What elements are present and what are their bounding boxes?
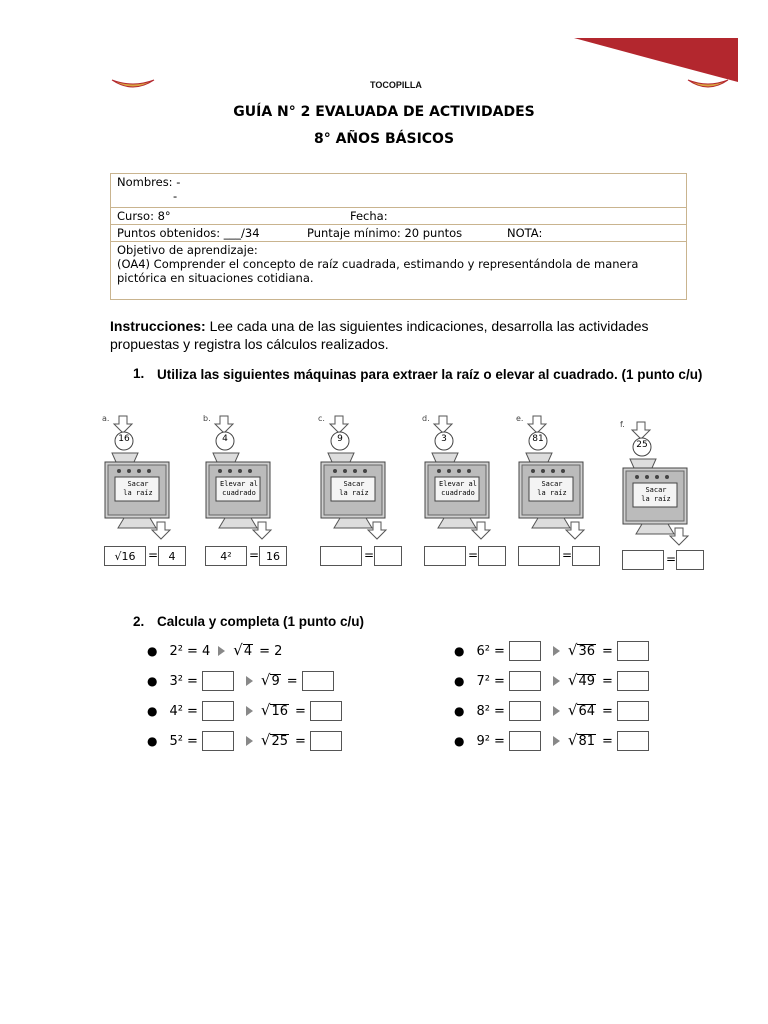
answer-left-box[interactable] [622,550,664,570]
equals-sign: = [601,703,613,719]
power-answer-box[interactable] [202,701,234,721]
grade-label: NOTA: [507,226,543,240]
power-expr: 5² [169,733,183,749]
equals-sign: = [493,703,505,719]
root-expr [261,703,289,719]
sqrt-icon: √ [567,731,578,749]
q1-number: 1. [133,366,145,381]
page-subtitle: 8° AÑOS BÁSICOS [313,131,455,147]
bullet: ● [147,704,158,718]
power-expr: 9² [476,733,490,749]
machine-screen-text: Sacar [127,480,149,488]
names-cell[interactable] [111,174,687,208]
bullet: ● [454,674,465,688]
root-argument: 64 [578,704,595,719]
sqrt-icon: √ [260,671,271,689]
answer-right-box[interactable] [572,546,600,566]
arrow-right-icon [553,646,560,656]
answer-right-box[interactable]: 16 [259,546,287,566]
calc-row-left [147,730,346,752]
machine-input-value: 3 [441,434,447,444]
root-answer-box[interactable] [617,701,649,721]
power-answer-box[interactable] [202,671,234,691]
bullet: ● [454,704,465,718]
calc-row-left [147,640,282,662]
root-argument: 81 [578,734,595,749]
page-title: GUÍA N° 2 EVALUADA DE ACTIVIDADES [233,104,535,120]
q2-number: 2. [133,614,145,629]
calc-row-right [454,670,653,692]
sqrt-icon: √ [260,731,271,749]
root-argument: 4 [243,644,253,659]
equals-sign: = [666,552,677,566]
equals-sign: = [493,673,505,689]
date-label: Fecha: [350,209,388,223]
machine-input-value: 9 [337,434,343,444]
calc-row-right [454,640,653,662]
equals-sign: = [286,673,298,689]
answer-right-box[interactable] [478,546,506,566]
root-argument: 16 [271,704,288,719]
machine-screen-text: Sacar [343,480,365,488]
equals-sign: = [294,733,306,749]
bullet: ● [454,644,465,658]
bullet: ● [454,734,465,748]
power-expr: 6² [476,643,490,659]
equals-sign: = [186,733,198,749]
root-answer-box[interactable] [617,641,649,661]
root-expr [568,673,596,689]
machine-screen-text: cuadrado [441,489,475,497]
answer-left-box[interactable]: √16 [104,546,146,566]
root-argument: 49 [578,674,595,689]
machine-screen-text: la raíz [123,489,153,497]
answer-left-box[interactable]: 4² [205,546,247,566]
arrow-right-icon [246,706,253,716]
objective-text: (OA4) Comprender el concepto de raíz cuadrada, estimando y representándola de manera pictórica en situaciones cotidiana. [117,257,639,285]
machine-screen-text: Elevar al [220,480,258,488]
arrow-right-icon [553,736,560,746]
power-expr: 8² [476,703,490,719]
machine-letter: b. [203,414,211,423]
sqrt-icon: √ [233,641,243,659]
instructions-label: Instrucciones: [110,318,206,334]
machine-screen-text: la raíz [537,489,567,497]
power-answer-box[interactable] [509,731,541,751]
machine-input-value: 81 [532,434,544,444]
equals-sign: = [601,733,613,749]
root-answer-box[interactable] [302,671,334,691]
root-expr [233,643,253,659]
root-expr [568,643,596,659]
score-row [111,225,687,242]
names-label: Nombres: - [117,175,181,189]
answer-right-box[interactable] [676,550,704,570]
objective-label: Objetivo de aprendizaje: [117,243,258,257]
calc-row-left [147,700,346,722]
left-logo [108,76,158,92]
machine-screen-text: Elevar al [439,480,477,488]
sqrt-icon: √ [567,641,578,659]
equals-sign: = [249,548,260,562]
q1-text: Utiliza las siguientes máquinas para extraer la raíz o elevar al cuadrado. (1 punto c/u) [157,367,703,382]
root-answer-box[interactable] [310,731,342,751]
equals-sign: = [493,643,505,659]
sqrt-icon: √ [567,701,578,719]
power-expr: 4² [169,703,183,719]
machine-letter: a. [102,414,110,423]
calc-row-right [454,700,653,722]
student-info-table [110,173,687,300]
root-answer-box[interactable] [617,671,649,691]
equals-sign: = [562,548,573,562]
root-answer-box[interactable] [310,701,342,721]
equals-sign: = [601,673,613,689]
answer-left-box[interactable] [424,546,466,566]
arrow-right-icon [246,676,253,686]
machine-letter: c. [318,414,325,423]
power-expr: 3² [169,673,183,689]
names-label-2: - [173,189,178,203]
power-answer-box[interactable] [202,731,234,751]
bullet: ● [147,644,158,658]
root-argument: 9 [271,674,280,689]
school-name: TOCOPILLA [370,80,422,90]
machine-letter: d. [422,414,430,423]
root-expr [568,703,596,719]
equals-sign: = [493,733,505,749]
machine-letter: e. [516,414,524,423]
equals-sign: = [294,703,306,719]
root-argument: 25 [271,734,288,749]
root-expr [261,673,281,689]
root-argument: 36 [578,644,595,659]
equals-sign: = 4 [186,643,211,659]
bullet: ● [147,734,158,748]
machine-input-value: 25 [636,440,648,450]
root-expr [261,733,289,749]
course-row [111,208,687,225]
right-logo [686,76,730,92]
equals-sign: = 2 [259,643,283,659]
answer-right-box[interactable] [374,546,402,566]
answer-left-box[interactable] [320,546,362,566]
machine-screen-text: cuadrado [222,489,256,497]
answer-left-box[interactable] [518,546,560,566]
equals-sign: = [148,548,159,562]
header-ribbon [560,30,760,90]
root-expr [568,733,596,749]
arrow-right-icon [218,646,225,656]
machine-screen-text: Sacar [541,480,563,488]
power-answer-box[interactable] [509,641,541,661]
arrow-right-icon [553,706,560,716]
power-answer-box[interactable] [509,701,541,721]
machine-screen-text: Sacar [645,486,667,494]
machine-input-value: 16 [118,434,130,444]
equals-sign: = [186,703,198,719]
q2-text: Calcula y completa (1 punto c/u) [157,614,365,629]
instructions [110,317,690,353]
min-score-label: Puntaje mínimo: 20 puntos [307,226,463,240]
sqrt-icon: √ [567,671,578,689]
instructions-text: Lee cada una de las siguientes indicaciones, desarrolla las actividades propuestas y registra los cálculos realizados. [110,318,649,352]
arrow-right-icon [553,676,560,686]
equals-sign: = [186,673,198,689]
power-expr: 7² [476,673,490,689]
points-label: Puntos obtenidos: ___/34 [117,226,260,240]
arrow-right-icon [246,736,253,746]
machine-screen-text: la raíz [641,495,671,503]
answer-right-box[interactable]: 4 [158,546,186,566]
machine-screen-text: la raíz [339,489,369,497]
sqrt-icon: √ [260,701,271,719]
bullet: ● [147,674,158,688]
power-expr: 2² [169,643,183,659]
equals-sign: = [364,548,375,562]
equals-sign: = [601,643,613,659]
calc-row-left [147,670,338,692]
equals-sign: = [468,548,479,562]
calc-row-right [454,730,653,752]
root-answer-box[interactable] [617,731,649,751]
power-answer-box[interactable] [509,671,541,691]
machine-input-value: 4 [222,434,228,444]
objective-cell [111,242,687,300]
course-label: Curso: 8° [117,209,171,223]
machine-letter: f. [620,420,625,429]
